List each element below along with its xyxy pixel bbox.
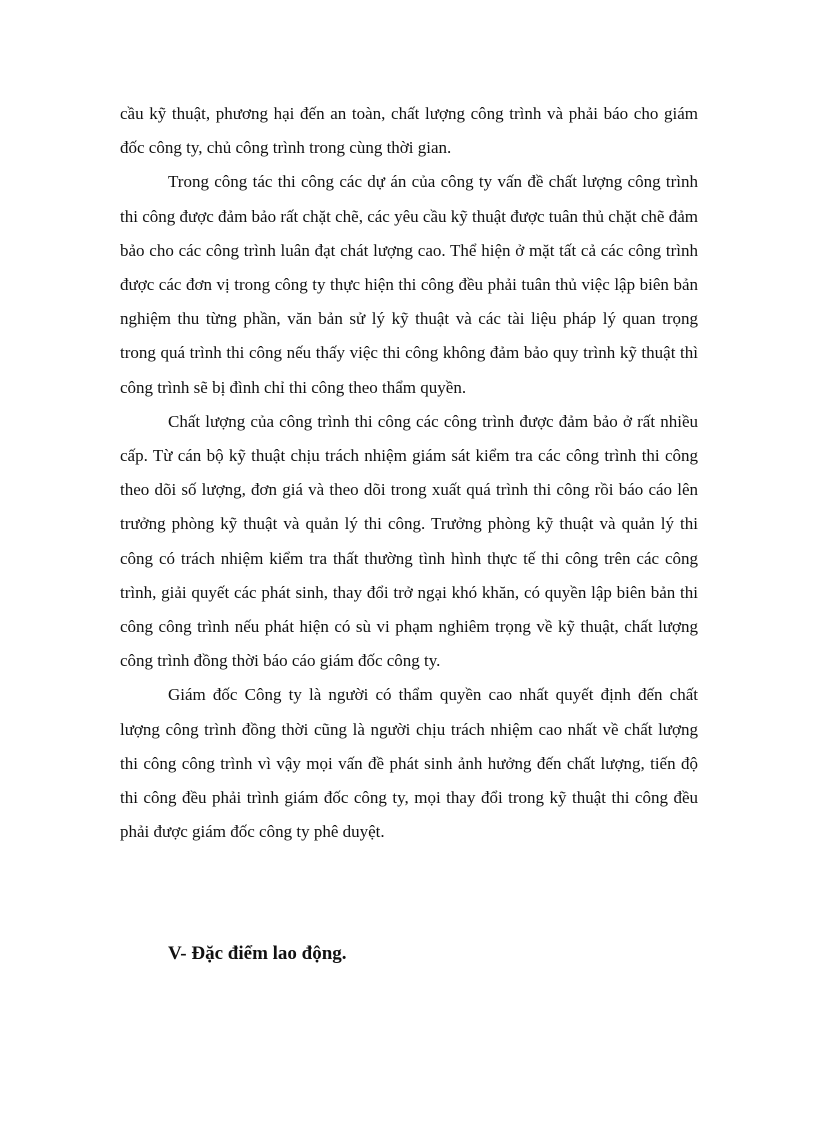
paragraph-quality-levels: Chất lượng của công trình thi công các công trình được đảm bảo ở rất nhiều cấp. Từ cán bộ kỹ thuật chịu trách nhiệm giám sát kiểm tra các công trình thi công theo dõi số lượng, đơn giá và theo dõi trong xuất quá trình thi công rồi báo cáo lên trưởng phòng kỹ thuật và quản lý thi công. Trưởng phòng kỹ thuật và quản lý thi công có trách nhiệm kiểm tra thất thường tình hình thực tế thi công trên các công trình, giải quyết các phát sinh, thay đổi trở ngại khó khăn, có quyền lập biên bản thi công công trình nếu phát hiện có sù vi phạm nghiêm trọng về kỹ thuật, chất lượng công trình đồng thời báo cáo giám đốc công ty. (120, 411, 698, 671)
paragraph-quality-control: Trong công tác thi công các dự án của công ty vấn đề chất lượng công trình thi công được đảm bảo rất chặt chẽ, các yêu cầu kỹ thuật được tuân thủ chặt chẽ đảm bảo cho các công trình luân đạt chát lượng cao. Thể hiện ở mặt tất cả các công trình được các đơn vị trong công ty thực hiện thi công đều phải tuân thủ việc lập biên bản nghiệm thu từng phần, văn bản sử lý kỹ thuật và các tài liệu pháp lý quan trọng trong quá trình thi công nếu thấy việc thi công không đảm bảo quy trình kỹ thuật thì công trình sẽ bị đình chỉ thi công theo thẩm quyền. (120, 172, 698, 397)
paragraph-continuation: cầu kỹ thuật, phương hại đến an toàn, chất lượng công trình và phải báo cho giám đốc công ty, chủ công trình trong cùng thời gian. (120, 104, 698, 158)
section-heading: V- Đặc điểm lao động. (168, 943, 347, 964)
paragraph-director-authority: Giám đốc Công ty là người có thẩm quyền cao nhất quyết định đến chất lượng công trình đồng thời cũng là người chịu trách nhiệm cao nhất về chất lượng thi công công trình vì vậy mọi vấn đề phát sinh ảnh hưởng đến chất lượng, tiến độ thi công đều phải trình giám đốc công ty, mọi thay đổi trong kỹ thuật thi công đều phải được giám đốc công ty phê duyệt. (120, 685, 698, 842)
document-body (120, 97, 698, 849)
